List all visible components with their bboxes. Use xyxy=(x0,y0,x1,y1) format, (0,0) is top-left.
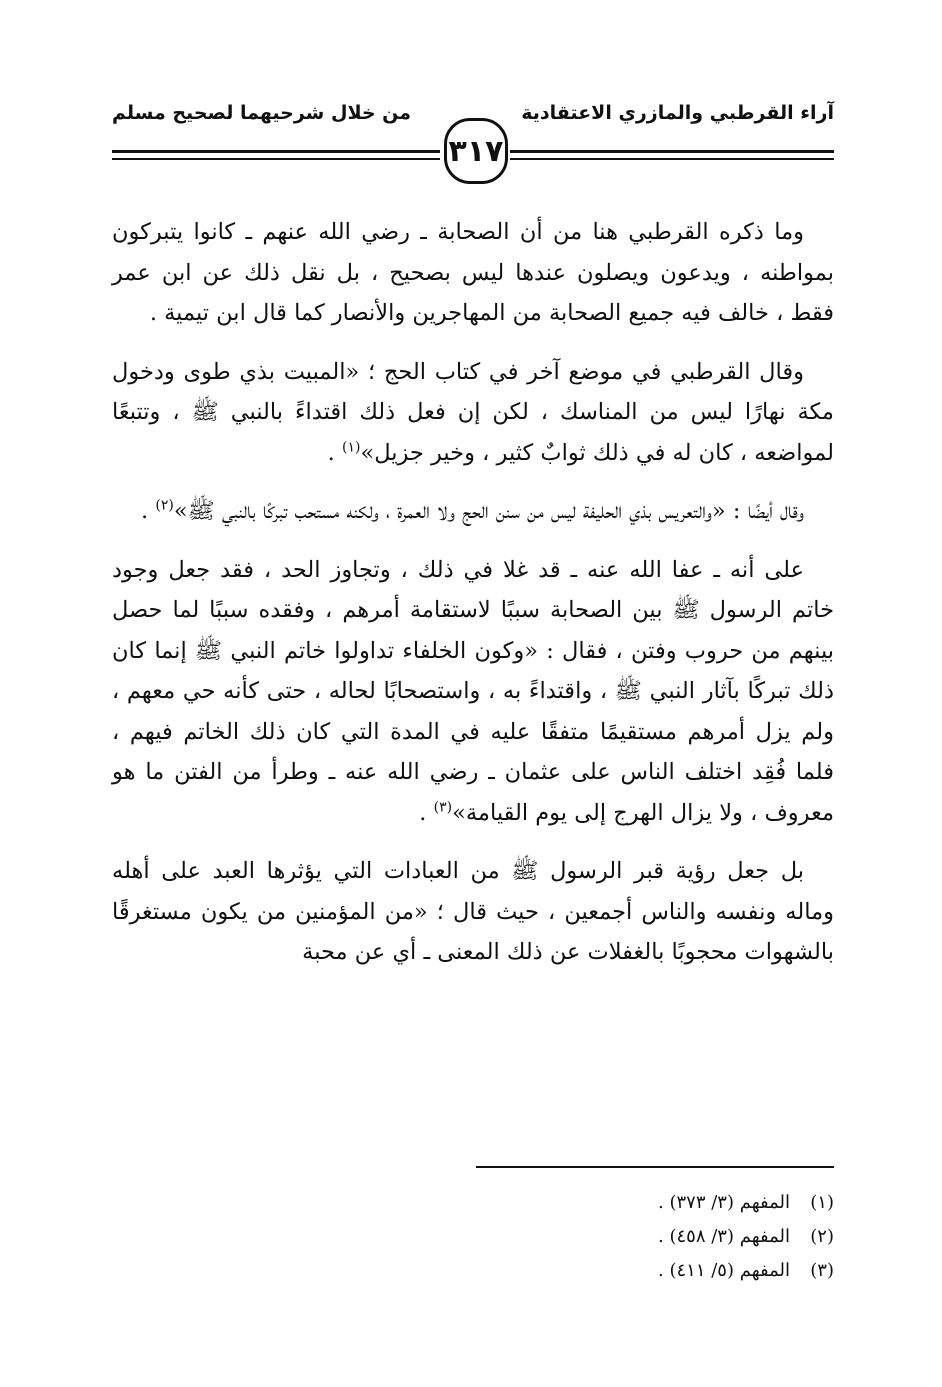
footnote-2 xyxy=(658,1220,834,1254)
footnote-3 xyxy=(658,1254,834,1288)
paragraph-2-text: وقال القرطبي في موضع آخر في كتاب الحج ؛ «المبيت بذي طوى ودخول مكة نهارًا ليس من المناسك ، لكن إن فعل ذلك اقتداءً بالنبي ﷺ ، وتتبعًا لمواضعه ، كان له في ذلك ثوابٌ كثير ، وخير جزيل» xyxy=(112,358,834,466)
header-rule-right-thick xyxy=(510,150,834,153)
footnote-3-text: المفهم (٥/ ٤١١) . xyxy=(658,1260,790,1281)
paragraph-3-text: وقال أيضًا : «والتعريس بذي الحليفة ليس من سنن الحج ولا العمرة ، ولكنه مستحب تبركًا بالنبي ﷺ» xyxy=(173,498,804,524)
page-number: ٣١٧ xyxy=(444,118,508,184)
running-title-right: آراء القرطبي والمازري الاعتقادية xyxy=(521,102,834,124)
main-text xyxy=(112,212,834,973)
paragraph-1 xyxy=(112,212,834,334)
paragraph-5-text: بل جعل رؤية قبر الرسول ﷺ من العبادات التي يؤثرها العبد على أهله وماله ونفسه والناس أجمعين ، حيث قال ؛ «من المؤمنين من يكون مستغرقًا بالشهوات محجوبًا بالغفلات عن ذلك المعنى ـ أي عن محبة xyxy=(112,858,834,965)
footnote-2-number: (٢) xyxy=(810,1226,834,1247)
header-rule-left-thick xyxy=(112,150,440,153)
footnote-separator xyxy=(476,1166,834,1168)
footnote-1 xyxy=(658,1186,834,1220)
footnote-ref-1: (١) xyxy=(341,439,361,455)
footnote-1-text: المفهم (٣/ ٣٧٣) . xyxy=(658,1192,790,1213)
paragraph-4: على أنه ـ عفا الله عنه ـ قد غلا في ذلك ، وتجاوز الحد ، فقد جعل وجود خاتم الرسول ﷺ بين الصحابة سببًا لاستقامة أمرهم ، وفقده سببًا لما حصل بينهم من حروب وفتن ، فقال : «وكون الخلفاء تداولوا خاتم النبي ﷺ إنما كان ذلك تبركًا بآثار النبي ﷺ ، واقتداءً به ، واستصحابًا لحاله ، حتى كأنه حي معهم ، ولم يزل أمرهم مستقيمًا متفقًا عليه في المدة التي كان ذلك الخاتم فيهم ، فلما فُقِد اختلف الناس على عثمان ـ رضي الله عنه ـ وطرأ من الفتن ما هو معروف ، ولا يزال الهرج إلى يوم القيامة»$^{(٣)}$ . xyxy=(112,556,834,826)
footnote-ref-3: (٣) xyxy=(433,799,453,815)
paragraph-2: وقال القرطبي في موضع آخر في كتاب الحج ؛ «المبيت بذي طوى ودخول مكة نهارًا ليس من المناسك ، لكن إن فعل ذلك اقتداءً بالنبي ﷺ ، وتتبعًا لمواضعه ، كان له في ذلك ثوابٌ كثير ، وخير جزيل»$^{(١)}$ . xyxy=(112,358,834,466)
paragraph-1-text: وما ذكره القرطبي هنا من أن الصحابة ـ رضي الله عنهم ـ كانوا يتبركون بمواطنه ، ويدعون ويصلون عندها ليس بصحيح ، بل نقل ذلك عن ابن عمر فقط ، خالف فيه جميع الصحابة من المهاجرين والأنصار كما قال ابن تيمية . xyxy=(112,219,834,326)
header-rule-right-thin xyxy=(510,158,834,160)
running-title-left: من خلال شرحيهما لصحيح مسلم xyxy=(112,102,412,124)
paragraph-5 xyxy=(112,851,834,973)
header-rule-left-thin xyxy=(112,158,440,160)
footnote-1-number: (١) xyxy=(810,1192,834,1213)
paragraph-3: وقال أيضًا : «والتعريس بذي الحليفة ليس من سنن الحج ولا العمرة ، ولكنه مستحب تبركًا بالنبي ﷺ»$^{(٢)}$ . xyxy=(141,497,804,524)
header-rules xyxy=(112,0,834,200)
footnote-3-number: (٣) xyxy=(810,1260,834,1281)
footnote-ref-2: (٢) xyxy=(155,497,174,514)
footnote-2-text: المفهم (٣/ ٤٥٨) . xyxy=(658,1226,790,1247)
footnotes xyxy=(658,1186,834,1288)
paragraph-4-text: على أنه ـ عفا الله عنه ـ قد غلا في ذلك ، وتجاوز الحد ، فقد جعل وجود خاتم الرسول ﷺ بين الصحابة سببًا لاستقامة أمرهم ، وفقده سببًا لما حصل بينهم من حروب وفتن ، فقال : «وكون الخلفاء تداولوا خاتم النبي ﷺ إنما كان ذلك تبركًا بآثار النبي ﷺ ، واقتداءً به ، واستصحابًا لحاله ، حتى كأنه حي معهم ، ولم يزل أمرهم مستقيمًا متفقًا عليه في المدة التي كان ذلك الخاتم فيهم ، فلما فُقِد اختلف الناس على عثمان ـ رضي الله عنه ـ وطرأ من الفتن ما هو معروف ، ولا يزال الهرج إلى يوم القيامة» xyxy=(112,556,834,826)
